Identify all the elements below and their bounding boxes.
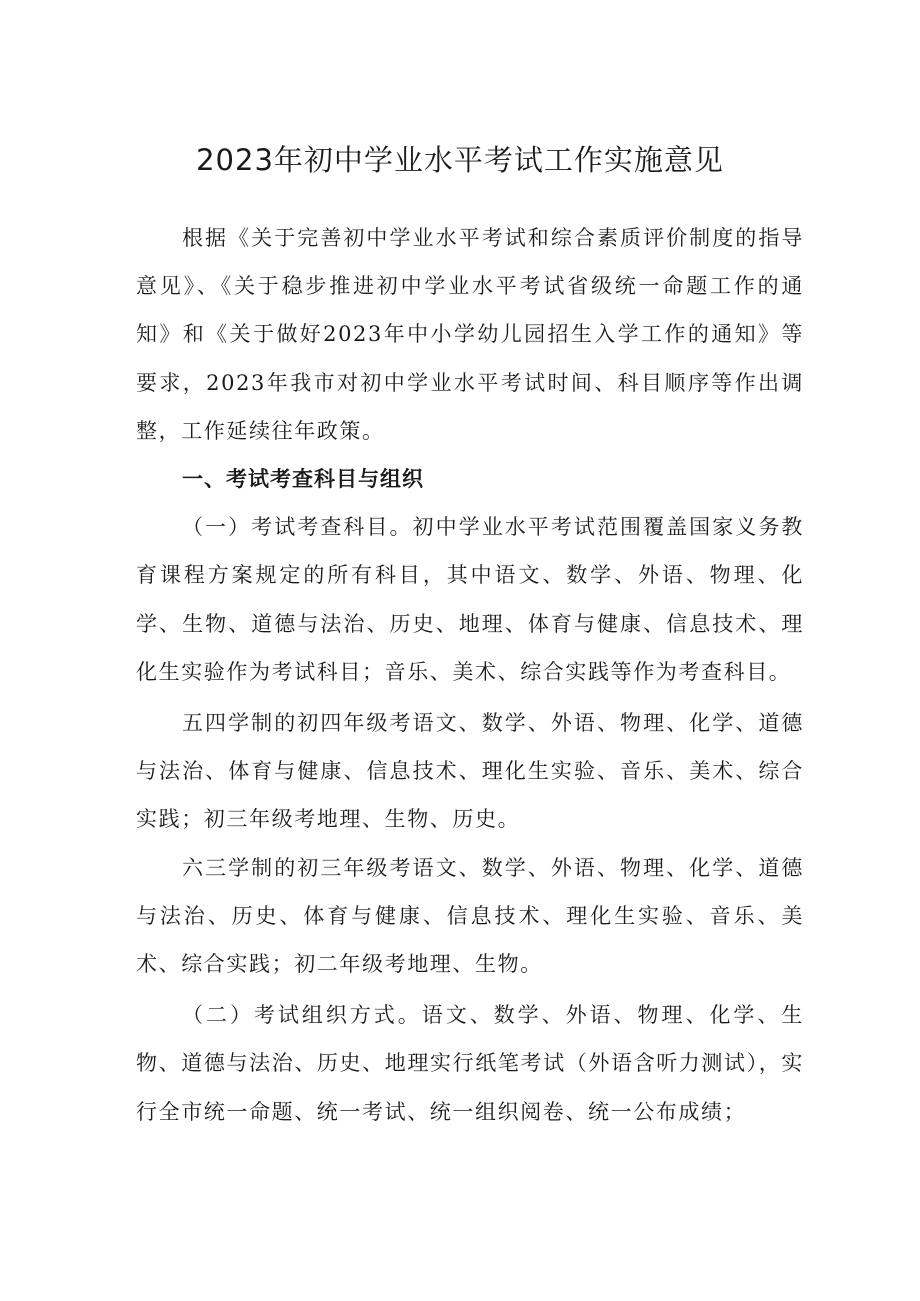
document-title: 2023年初中学业水平考试工作实施意见 (196, 143, 724, 177)
section-heading: 一、考试考查科目与组织 (182, 467, 424, 492)
document-body (136, 214, 804, 1136)
six-three-system-paragraph: 六三学制的初三年级考语文、数学、外语、物理、化学、道德与法治、历史、体育与健康、信息技术、理化生实验、音乐、美术、综合实践；初二年级考地理、生物。 (136, 855, 804, 977)
five-four-system-paragraph: 五四学制的初四年级考语文、数学、外语、物理、化学、道德与法治、体育与健康、信息技术、理化生实验、音乐、美术、综合实践；初三年级考地理、生物、历史。 (136, 711, 804, 832)
exam-organization-paragraph: （二）考试组织方式。语文、数学、外语、物理、化学、生物、道德与法治、历史、地理实行纸笔考试（外语含听力测试），实行全市统一命题、统一考试、统一组织阅卷、统一公布成绩； (136, 1003, 804, 1124)
subjects-paragraph: （一）考试考查科目。初中学业水平考试范围覆盖国家义务教育课程方案规定的所有科目，其中语文、数学、外语、物理、化学、生物、道德与法治、历史、地理、体育与健康、信息技术、理化生实验作为考试科目；音乐、美术、综合实践等作为考查科目。 (136, 515, 804, 684)
intro-paragraph: 根据《关于完善初中学业水平考试和综合素质评价制度的指导意见》、《关于稳步推进初中学业水平考试省级统一命题工作的通知》和《关于做好2023年中小学幼儿园招生入学工作的通知》等要求，2023年我市对初中学业水平考试时间、科目顺序等作出调整，工作延续往年政策。 (136, 226, 804, 443)
